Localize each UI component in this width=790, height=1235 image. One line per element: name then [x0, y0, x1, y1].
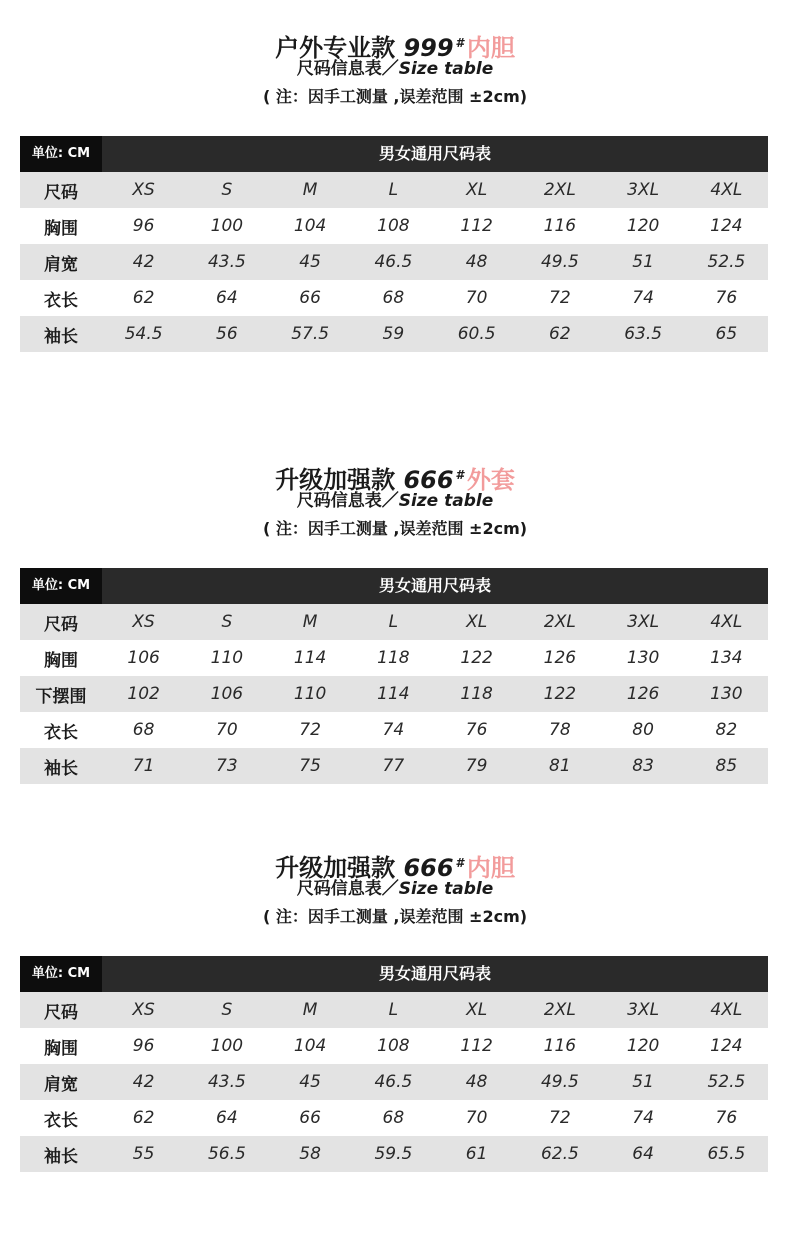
row-label: 尺码: [44, 614, 78, 635]
table-cell: 104: [293, 1036, 327, 1056]
table-cell: 110: [210, 648, 244, 668]
table-cell: 72: [299, 720, 321, 740]
table-cell: 56: [216, 324, 238, 344]
table-cell: 62: [549, 324, 571, 344]
table-header: [20, 568, 768, 604]
table-cell: 70: [465, 1108, 488, 1128]
subtitle-cn: 尺码信息表／: [296, 491, 399, 511]
table-cell: 46.5: [374, 252, 413, 272]
table-cell: M: [302, 180, 318, 200]
title-prefix: 升级加强款: [275, 854, 396, 882]
table-cell: 3XL: [627, 180, 660, 200]
table-cell: 71: [132, 756, 155, 776]
table-cell: 68: [382, 288, 405, 308]
table-cell: 83: [632, 756, 654, 776]
table-cell: S: [221, 1000, 233, 1020]
table-cell: 63.5: [624, 324, 663, 344]
table-cell: XS: [132, 180, 155, 200]
table-cell: 42: [132, 252, 155, 272]
table-cell: 78: [549, 720, 571, 740]
table-cell: 79: [465, 756, 488, 776]
table-row: [20, 676, 768, 712]
table-cell: 51: [632, 1072, 654, 1092]
table-cell: 60.5: [457, 324, 496, 344]
table-cell: 104: [293, 216, 327, 236]
table-cell: 76: [715, 288, 738, 308]
table-cell: 56.5: [207, 1144, 246, 1164]
table-cell: 108: [377, 216, 410, 236]
row-label: 肩宽: [44, 254, 78, 275]
row-label: 袖长: [44, 326, 78, 347]
table-cell: 65.5: [707, 1144, 746, 1164]
table-cell: 77: [382, 756, 405, 776]
row-label: 袖长: [44, 758, 78, 779]
table-cell: 106: [210, 684, 244, 704]
table-cell: 124: [710, 1036, 743, 1056]
table-cell: 81: [549, 756, 571, 776]
table-cell: 49.5: [540, 1072, 579, 1092]
table-cell: XL: [466, 180, 488, 200]
table-cell: 46.5: [374, 1072, 413, 1092]
table-cell: 80: [632, 720, 654, 740]
table-cell: 61: [465, 1144, 488, 1164]
table-cell: 48: [465, 252, 488, 272]
subtitle-en: Size table: [398, 59, 494, 79]
table-cell: 74: [632, 1108, 654, 1128]
title-number: 666: [403, 854, 454, 882]
table-cell: M: [302, 612, 318, 632]
row-label: 胸围: [44, 1038, 78, 1059]
table-row: [20, 1028, 768, 1064]
table-cell: 96: [132, 1036, 155, 1056]
title-hash: #: [455, 36, 464, 50]
table-cell: 134: [710, 648, 743, 668]
row-label: 袖长: [44, 1146, 78, 1167]
table-cell: 64: [632, 1144, 654, 1164]
table-cell: 114: [377, 684, 410, 704]
table-cell: 4XL: [710, 180, 743, 200]
table-cell: 52.5: [707, 252, 746, 272]
section-subtitle: [0, 58, 790, 80]
table-cell: 72: [549, 288, 571, 308]
table-cell: 118: [377, 648, 410, 668]
measurement-note: ( 注：因手工测量 ,误差范围 ±2cm): [262, 907, 528, 926]
table-row: [20, 1064, 768, 1100]
title-prefix: 升级加强款: [275, 466, 396, 494]
table-cell: 64: [216, 288, 238, 308]
table-cell: 68: [132, 720, 155, 740]
subtitle-en: Size table: [398, 491, 494, 511]
row-label: 衣长: [44, 290, 78, 311]
table-cell: L: [388, 180, 399, 200]
table-cell: 2XL: [543, 612, 576, 632]
table-cell: 126: [543, 648, 577, 668]
size-table: [20, 568, 768, 784]
subtitle-cn: 尺码信息表／: [296, 59, 399, 79]
table-cell: 76: [715, 1108, 738, 1128]
row-label: 下摆围: [35, 686, 87, 707]
table-cell: 57.5: [291, 324, 330, 344]
table-cell: 54.5: [124, 324, 163, 344]
table-cell: 110: [293, 684, 327, 704]
table-cell: 4XL: [710, 1000, 743, 1020]
table-cell: L: [388, 612, 399, 632]
table-cell: 130: [710, 684, 743, 704]
row-label: 尺码: [44, 1002, 78, 1023]
table-row: [20, 712, 768, 748]
title-hash: #: [455, 856, 464, 870]
table-cell: 59.5: [374, 1144, 413, 1164]
table-cell: 52.5: [707, 1072, 746, 1092]
table-header: [20, 136, 768, 172]
row-label: 肩宽: [44, 1074, 78, 1095]
table-row: [20, 748, 768, 784]
subtitle-en: Size table: [398, 879, 494, 899]
row-label: 尺码: [44, 182, 78, 203]
table-cell: S: [221, 612, 233, 632]
table-cell: 2XL: [543, 1000, 576, 1020]
table-row: [20, 604, 768, 640]
table-cell: 70: [465, 288, 488, 308]
table-cell: 122: [543, 684, 577, 704]
table-cell: L: [388, 1000, 399, 1020]
table-cell: 49.5: [540, 252, 579, 272]
unit-label: 单位: CM: [20, 136, 102, 172]
row-label: 胸围: [44, 218, 78, 239]
table-cell: 96: [132, 216, 155, 236]
title-accent: 内胆: [466, 34, 515, 62]
title-accent: 内胆: [466, 854, 515, 882]
table-cell: 120: [626, 216, 660, 236]
table-cell: 126: [626, 684, 660, 704]
table-cell: 112: [460, 1036, 493, 1056]
table-cell: 100: [210, 216, 244, 236]
size-table: [20, 136, 768, 352]
table-row: [20, 1136, 768, 1172]
table-cell: 43.5: [207, 252, 246, 272]
table-cell: 124: [710, 216, 743, 236]
row-label: 衣长: [44, 722, 78, 743]
title-prefix: 户外专业款: [275, 34, 396, 62]
table-cell: 45: [299, 252, 321, 272]
table-cell: 118: [460, 684, 493, 704]
table-cell: 68: [382, 1108, 405, 1128]
size-table: [20, 956, 768, 1172]
title-hash: #: [455, 468, 464, 482]
table-cell: 66: [299, 1108, 321, 1128]
table-cell: 120: [626, 1036, 660, 1056]
table-cell: 42: [132, 1072, 155, 1092]
table-cell: XS: [132, 612, 155, 632]
table-cell: 130: [626, 648, 660, 668]
table-cell: 59: [382, 324, 405, 344]
table-cell: 3XL: [627, 1000, 660, 1020]
unit-label: 单位: CM: [20, 956, 102, 992]
table-cell: 116: [543, 1036, 577, 1056]
table-cell: 73: [216, 756, 238, 776]
row-label: 衣长: [44, 1110, 78, 1131]
table-cell: 72: [549, 1108, 571, 1128]
table-cell: 4XL: [710, 612, 743, 632]
subtitle-cn: 尺码信息表／: [296, 879, 399, 899]
table-cell: 58: [299, 1144, 321, 1164]
table-cell: 74: [382, 720, 405, 740]
table-cell: S: [221, 180, 233, 200]
title-number: 999: [403, 34, 454, 62]
table-row: [20, 172, 768, 208]
section-subtitle: [0, 490, 790, 512]
table-cell: 116: [543, 216, 577, 236]
table-cell: 76: [465, 720, 488, 740]
table-title: 男女通用尺码表: [378, 144, 491, 163]
title-number: 666: [403, 466, 454, 494]
table-cell: 62: [132, 288, 155, 308]
table-cell: 102: [127, 684, 160, 704]
table-cell: XL: [466, 1000, 488, 1020]
table-row: [20, 244, 768, 280]
table-cell: 114: [293, 648, 327, 668]
table-row: [20, 280, 768, 316]
table-cell: XS: [132, 1000, 155, 1020]
table-cell: 55: [132, 1144, 155, 1164]
table-cell: 2XL: [543, 180, 576, 200]
table-cell: 43.5: [207, 1072, 246, 1092]
table-cell: 62.5: [540, 1144, 579, 1164]
table-cell: 51: [632, 252, 654, 272]
unit-label: 单位: CM: [20, 568, 102, 604]
table-title: 男女通用尺码表: [378, 964, 491, 983]
table-cell: 70: [216, 720, 238, 740]
table-cell: 74: [632, 288, 654, 308]
table-header: [20, 956, 768, 992]
table-row: [20, 208, 768, 244]
table-cell: 106: [127, 648, 160, 668]
table-row: [20, 1100, 768, 1136]
table-cell: 66: [299, 288, 321, 308]
table-cell: 62: [132, 1108, 155, 1128]
table-cell: 122: [460, 648, 493, 668]
section-subtitle: [0, 878, 790, 900]
table-row: [20, 640, 768, 676]
measurement-note: ( 注：因手工测量 ,误差范围 ±2cm): [262, 519, 528, 538]
table-cell: 112: [460, 216, 493, 236]
table-cell: 3XL: [627, 612, 660, 632]
table-cell: 108: [377, 1036, 410, 1056]
table-cell: 45: [299, 1072, 321, 1092]
table-cell: 82: [715, 720, 738, 740]
table-cell: 85: [715, 756, 738, 776]
row-label: 胸围: [44, 650, 78, 671]
table-title: 男女通用尺码表: [378, 576, 491, 595]
table-cell: 48: [465, 1072, 488, 1092]
table-row: [20, 316, 768, 352]
table-cell: 75: [299, 756, 321, 776]
table-row: [20, 992, 768, 1028]
table-cell: XL: [466, 612, 488, 632]
table-cell: M: [302, 1000, 318, 1020]
table-cell: 100: [210, 1036, 244, 1056]
table-cell: 64: [216, 1108, 238, 1128]
table-cell: 65: [715, 324, 738, 344]
measurement-note: ( 注：因手工测量 ,误差范围 ±2cm): [262, 87, 528, 106]
title-accent: 外套: [466, 466, 515, 494]
